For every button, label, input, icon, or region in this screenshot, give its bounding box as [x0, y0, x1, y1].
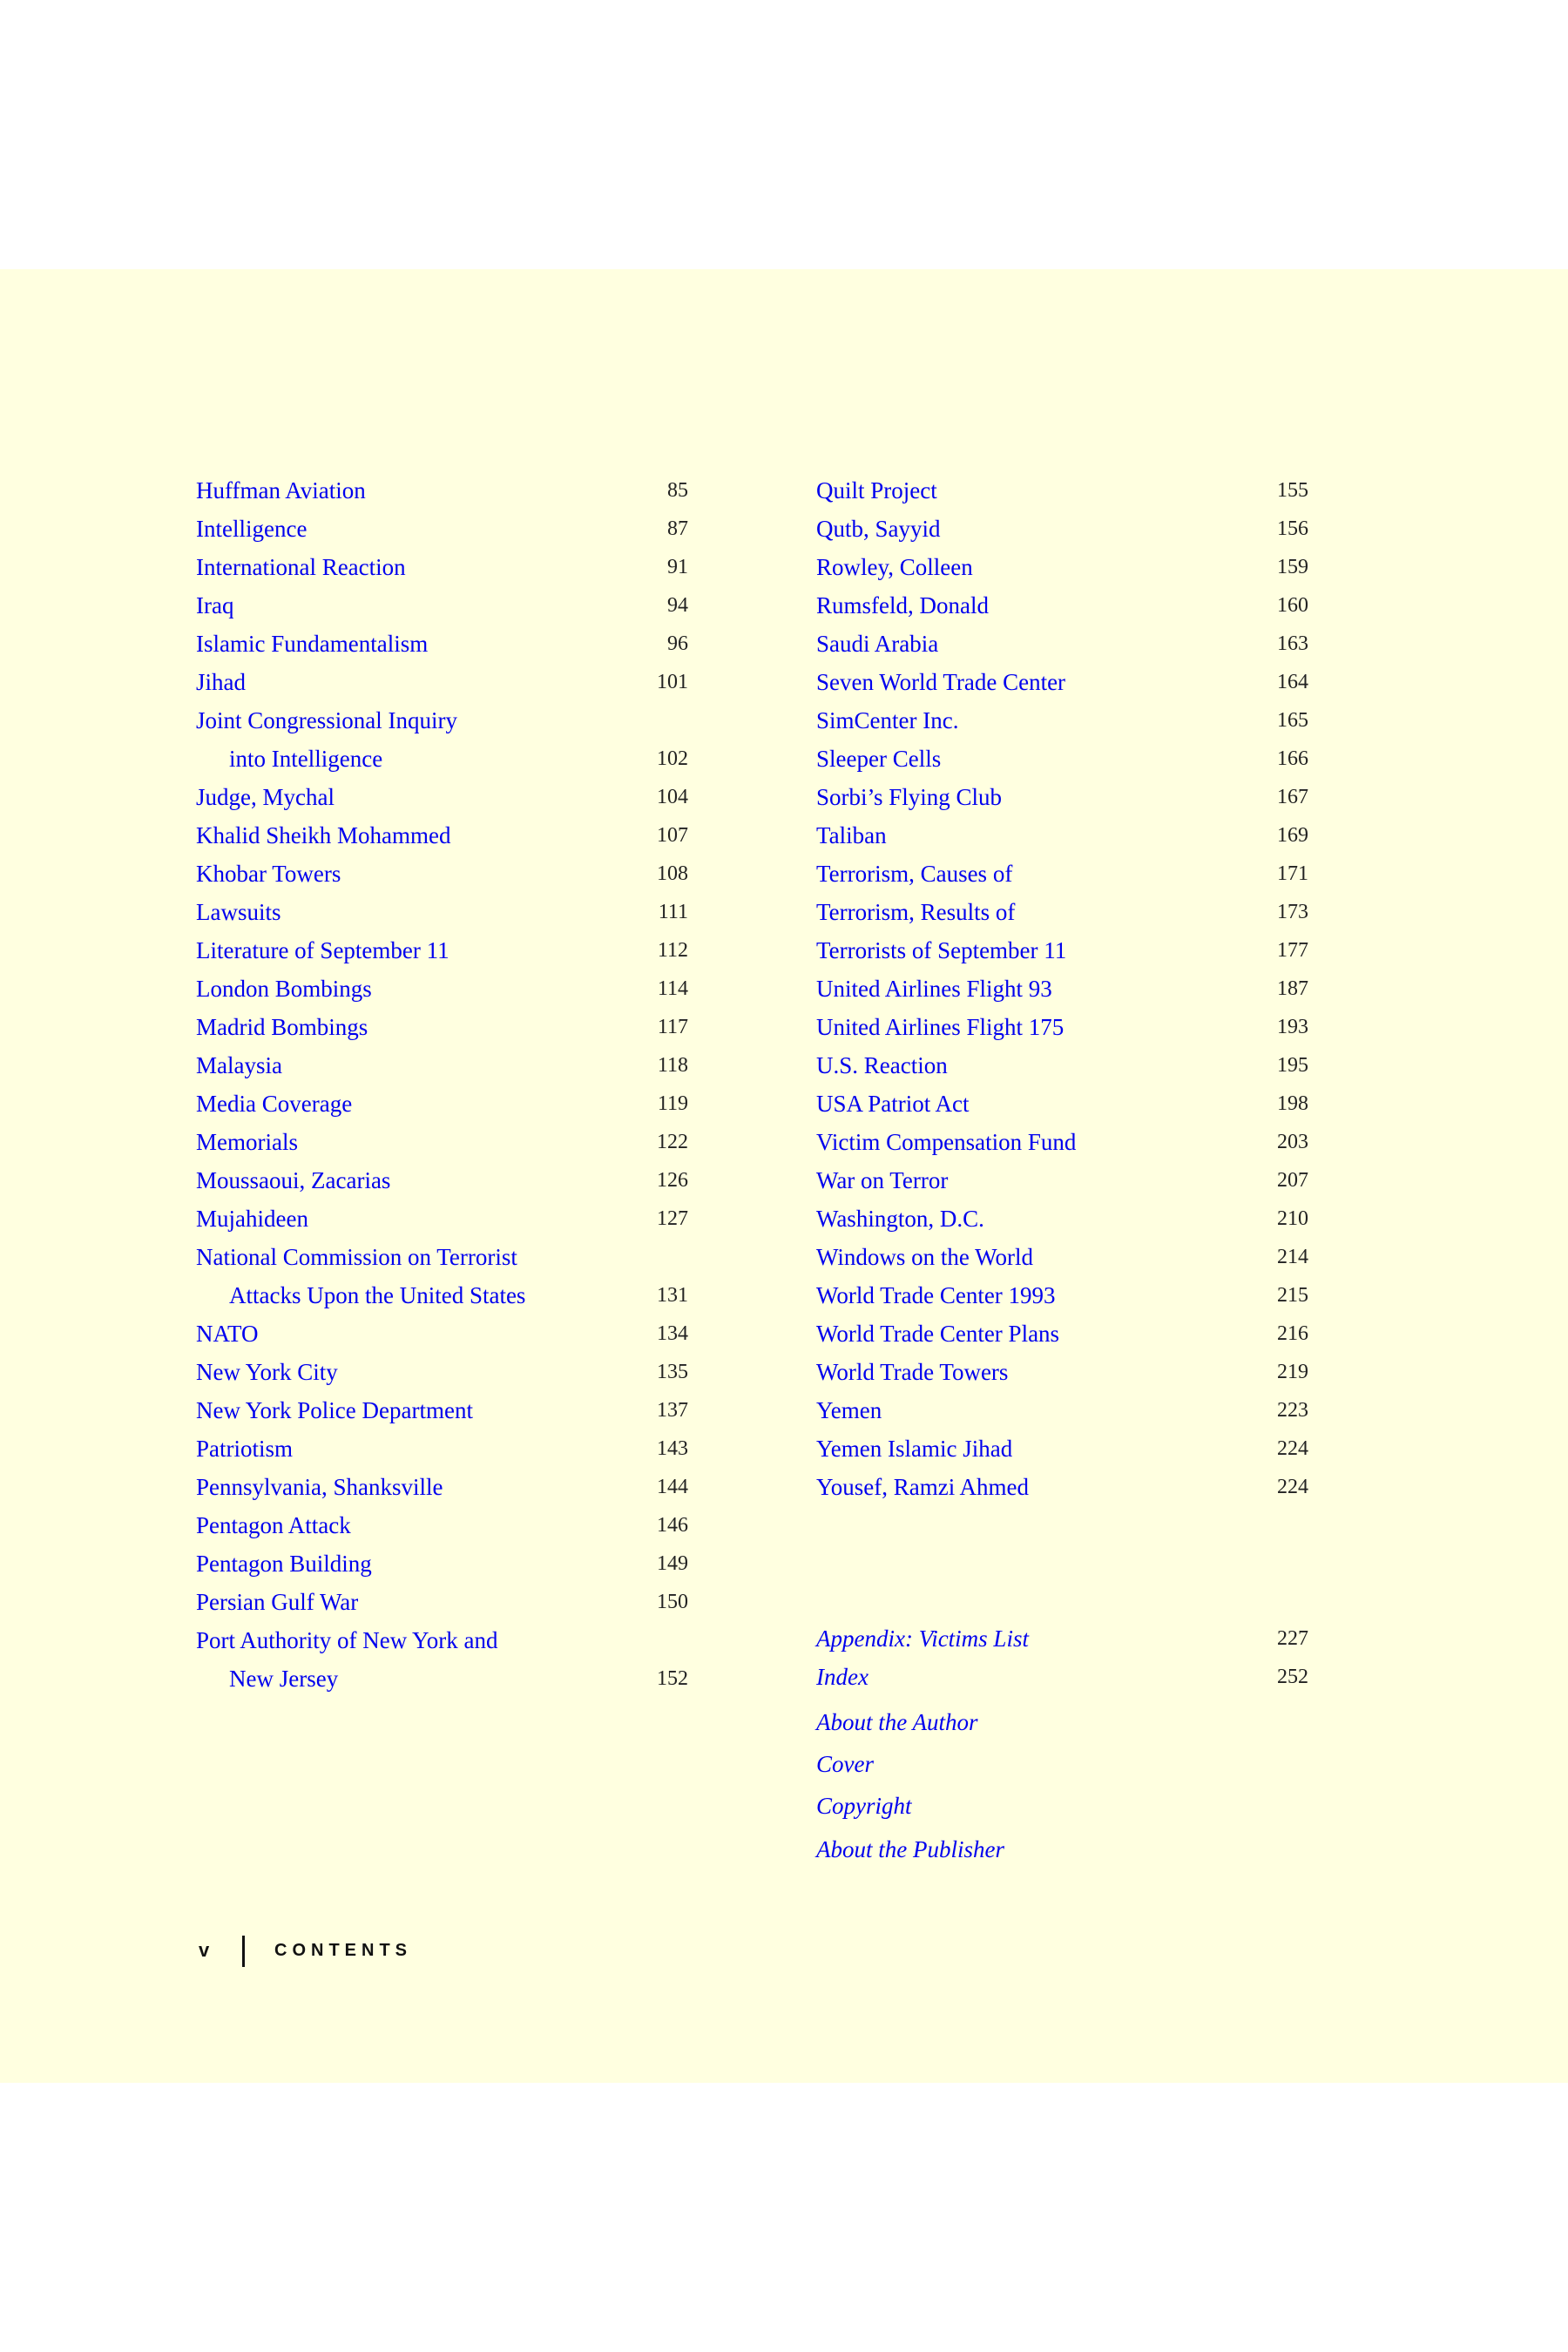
- toc-entry-page: 150: [657, 1591, 688, 1613]
- toc-entry-label: Rumsfeld, Donald: [816, 592, 989, 618]
- toc-entry[interactable]: [196, 1393, 688, 1428]
- toc-entry[interactable]: [196, 1278, 688, 1313]
- toc-entry-page: 159: [1277, 556, 1308, 578]
- toc-entry[interactable]: [816, 856, 1308, 891]
- toc-entry[interactable]: [196, 1201, 688, 1236]
- toc-entry-page: 215: [1277, 1284, 1308, 1307]
- toc-entry-label: Yousef, Ramzi Ahmed: [816, 1474, 1030, 1500]
- toc-entry-page: 144: [657, 1476, 688, 1498]
- toc-entry[interactable]: [196, 1546, 688, 1581]
- toc-entry-label: War on Terror: [816, 1167, 949, 1193]
- toc-entry[interactable]: [816, 780, 1308, 814]
- toc-backmatter-entry[interactable]: [816, 1621, 1308, 1656]
- toc-entry-label: Terrorism, Causes of: [816, 861, 1013, 887]
- toc-entry-page: 135: [657, 1361, 688, 1383]
- toc-entry-label: New Jersey: [229, 1666, 339, 1692]
- toc-entry-label: World Trade Center Plans: [816, 1321, 1060, 1347]
- toc-entry-label: Cover: [816, 1751, 874, 1777]
- toc-entry[interactable]: [196, 1431, 688, 1466]
- toc-entry-label: Windows on the World: [816, 1244, 1033, 1270]
- toc-entry[interactable]: [816, 1010, 1308, 1044]
- toc-entry-page: 177: [1277, 939, 1308, 962]
- toc-entry-page: 143: [657, 1437, 688, 1460]
- toc-entry-label: Terrorism, Results of: [816, 899, 1016, 925]
- toc-entry[interactable]: [816, 1278, 1308, 1313]
- toc-entry-page: 156: [1277, 517, 1308, 540]
- toc-entry-page: 207: [1277, 1169, 1308, 1192]
- toc-entry-page: 134: [657, 1322, 688, 1345]
- toc-backmatter-entry[interactable]: [816, 1747, 1308, 1781]
- toc-backmatter-entry[interactable]: [816, 1705, 1308, 1740]
- toc-entry-label: Sleeper Cells: [816, 746, 942, 772]
- toc-entry-page: 163: [1277, 632, 1308, 655]
- toc-entry[interactable]: [196, 741, 688, 776]
- toc-entry-label: Khalid Sheikh Mohammed: [196, 822, 451, 848]
- toc-entry[interactable]: [196, 626, 688, 661]
- toc-entry-label: Malaysia: [196, 1052, 282, 1078]
- toc-entry-page: 85: [667, 479, 688, 502]
- toc-entry-page: 111: [658, 901, 688, 923]
- toc-entry-label: Terrorists of September 11: [816, 937, 1067, 963]
- toc-entry-page: 102: [657, 747, 688, 770]
- toc-entry-label: Appendix: Victims List: [816, 1625, 1029, 1652]
- toc-entry-page: 252: [1277, 1666, 1308, 1688]
- toc-entry[interactable]: [196, 1661, 688, 1696]
- toc-entry-label: Victim Compensation Fund: [816, 1129, 1077, 1155]
- toc-entry-label: Madrid Bombings: [196, 1014, 368, 1040]
- toc-entry[interactable]: [196, 1508, 688, 1543]
- toc-entry[interactable]: [196, 971, 688, 1006]
- toc-entry-page: 219: [1277, 1361, 1308, 1383]
- toc-entry[interactable]: [816, 1201, 1308, 1236]
- toc-entry-label: United Airlines Flight 93: [816, 976, 1052, 1002]
- toc-entry[interactable]: [816, 626, 1308, 661]
- toc-entry-label: USA Patriot Act: [816, 1091, 970, 1117]
- toc-entry[interactable]: [816, 741, 1308, 776]
- toc-entry-label: Sorbi’s Flying Club: [816, 784, 1003, 810]
- toc-entry-label: Lawsuits: [196, 899, 281, 925]
- toc-entry[interactable]: [196, 1010, 688, 1044]
- toc-entry-label: Judge, Mychal: [196, 784, 335, 810]
- footer-divider: [242, 1936, 245, 1967]
- toc-entry[interactable]: [196, 1125, 688, 1159]
- toc-entry[interactable]: [816, 511, 1308, 546]
- toc-entry[interactable]: [816, 550, 1308, 585]
- toc-entry-page: 94: [667, 594, 688, 617]
- toc-entry-label: International Reaction: [196, 554, 406, 580]
- toc-entry-label: Mujahideen: [196, 1206, 308, 1232]
- toc-entry[interactable]: [196, 550, 688, 585]
- toc-entry-label: Qutb, Sayyid: [816, 516, 941, 542]
- toc-entry[interactable]: [816, 933, 1308, 968]
- toc-entry-page: 155: [1277, 479, 1308, 502]
- toc-entry-page: 171: [1277, 862, 1308, 885]
- toc-entry-page: 227: [1277, 1627, 1308, 1650]
- toc-entry-label: Huffman Aviation: [196, 477, 366, 504]
- toc-entry-label: U.S. Reaction: [816, 1052, 948, 1078]
- toc-entry-label: World Trade Towers: [816, 1359, 1009, 1385]
- toc-entry-label: Literature of September 11: [196, 937, 449, 963]
- toc-entry[interactable]: [196, 1316, 688, 1351]
- toc-entry-label: Iraq: [196, 592, 234, 618]
- toc-entry-label: Patriotism: [196, 1436, 294, 1462]
- toc-entry-label: Taliban: [816, 822, 887, 848]
- toc-entry-page: 216: [1277, 1322, 1308, 1345]
- toc-entry-page: 101: [657, 671, 688, 693]
- toc-entry-page: 122: [657, 1131, 688, 1153]
- toc-entry-page: 127: [657, 1207, 688, 1230]
- toc-entry[interactable]: [196, 1163, 688, 1198]
- toc-entry-page: 118: [657, 1054, 688, 1077]
- toc-entry-page: 214: [1277, 1246, 1308, 1268]
- toc-backmatter-entry[interactable]: [816, 1832, 1308, 1867]
- toc-entry[interactable]: [196, 895, 688, 929]
- toc-entry-page: 169: [1277, 824, 1308, 847]
- toc-backmatter-entry[interactable]: [816, 1788, 1308, 1823]
- toc-entry-page: 166: [1277, 747, 1308, 770]
- toc-entry-label: Pentagon Attack: [196, 1512, 351, 1538]
- toc-entry-label: SimCenter Inc.: [816, 707, 959, 733]
- toc-entry-label: Pennsylvania, Shanksville: [196, 1474, 443, 1500]
- toc-entry-page: 167: [1277, 786, 1308, 808]
- toc-entry-label: London Bombings: [196, 976, 372, 1002]
- toc-entry[interactable]: [816, 1431, 1308, 1466]
- toc-entry-page: 198: [1277, 1092, 1308, 1115]
- toc-entry-page: 114: [657, 977, 688, 1000]
- toc-entry-label: New York Police Department: [196, 1397, 473, 1423]
- toc-entry-label: United Airlines Flight 175: [816, 1014, 1064, 1040]
- toc-entry-page: 146: [657, 1514, 688, 1537]
- toc-entry-page: 224: [1277, 1437, 1308, 1460]
- toc-entry-page: 137: [657, 1399, 688, 1422]
- toc-entry-page: 104: [657, 786, 688, 808]
- toc-entry-label: Rowley, Colleen: [816, 554, 973, 580]
- toc-entry[interactable]: [196, 1355, 688, 1389]
- toc-entry[interactable]: [816, 1355, 1308, 1389]
- toc-entry[interactable]: [196, 1086, 688, 1121]
- toc-entry[interactable]: [196, 1585, 688, 1619]
- toc-entry-label: Islamic Fundamentalism: [196, 631, 429, 657]
- toc-entry[interactable]: [816, 818, 1308, 853]
- toc-entry-page: 195: [1277, 1054, 1308, 1077]
- toc-entry[interactable]: [196, 703, 688, 738]
- toc-entry-label: Copyright: [816, 1793, 912, 1819]
- toc-entry-page: 108: [657, 862, 688, 885]
- toc-entry-page: 96: [667, 632, 688, 655]
- toc-entry[interactable]: [816, 1086, 1308, 1121]
- toc-entry[interactable]: [816, 1470, 1308, 1504]
- toc-entry-label: Washington, D.C.: [816, 1206, 984, 1232]
- toc-entry-page: 107: [657, 824, 688, 847]
- toc-entry-label: Attacks Upon the United States: [229, 1282, 526, 1308]
- toc-entry-label: Moussaoui, Zacarias: [196, 1167, 391, 1193]
- toc-entry-page: 224: [1277, 1476, 1308, 1498]
- toc-entry[interactable]: [196, 933, 688, 968]
- toc-entry-label: World Trade Center 1993: [816, 1282, 1056, 1308]
- toc-entry-page: 160: [1277, 594, 1308, 617]
- footer-page-number: v: [199, 1939, 210, 1961]
- toc-entry-label: About the Author: [816, 1709, 978, 1735]
- toc-entry[interactable]: [816, 1125, 1308, 1159]
- toc-entry[interactable]: [196, 856, 688, 891]
- toc-backmatter-entry[interactable]: [816, 1659, 1308, 1694]
- toc-entry-page: 203: [1277, 1131, 1308, 1153]
- toc-entry[interactable]: [816, 665, 1308, 700]
- toc-entry[interactable]: [196, 665, 688, 700]
- footer-section-title: CONTENTS: [274, 1941, 412, 1960]
- toc-entry-page: 149: [657, 1552, 688, 1575]
- toc-entry-page: 126: [657, 1169, 688, 1192]
- toc-entry-page: 91: [667, 556, 688, 578]
- toc-entry-label: Saudi Arabia: [816, 631, 939, 657]
- toc-entry[interactable]: [196, 1048, 688, 1083]
- toc-entry-label: into Intelligence: [229, 746, 383, 772]
- toc-entry-page: 164: [1277, 671, 1308, 693]
- toc-entry[interactable]: [816, 1316, 1308, 1351]
- toc-entry-label: Yemen Islamic Jihad: [816, 1436, 1013, 1462]
- toc-entry-page: 187: [1277, 977, 1308, 1000]
- toc-entry-page: 112: [657, 939, 688, 962]
- toc-entry-page: 117: [657, 1016, 688, 1038]
- toc-entry[interactable]: [816, 473, 1308, 508]
- toc-entry[interactable]: [816, 588, 1308, 623]
- toc-entry[interactable]: [196, 1470, 688, 1504]
- toc-entry[interactable]: [196, 511, 688, 546]
- toc-entry[interactable]: [816, 703, 1308, 738]
- toc-entry[interactable]: [196, 473, 688, 508]
- toc-entry-label: Pentagon Building: [196, 1551, 372, 1577]
- toc-entry-page: 152: [657, 1667, 688, 1690]
- toc-entry[interactable]: [816, 971, 1308, 1006]
- toc-entry[interactable]: [196, 588, 688, 623]
- toc-entry-label: New York City: [196, 1359, 338, 1385]
- toc-entry-label: Joint Congressional Inquiry: [196, 707, 457, 733]
- toc-entry-label: About the Publisher: [816, 1836, 1004, 1862]
- toc-entry-page: 87: [667, 517, 688, 540]
- toc-entry-label: Persian Gulf War: [196, 1589, 359, 1615]
- toc-entry-label: NATO: [196, 1321, 259, 1347]
- toc-entry[interactable]: [196, 1623, 688, 1658]
- toc-entry[interactable]: [816, 1163, 1308, 1198]
- toc-entry-label: Khobar Towers: [196, 861, 341, 887]
- toc-entry-page: 131: [657, 1284, 688, 1307]
- toc-entry[interactable]: [196, 780, 688, 814]
- toc-entry[interactable]: [196, 1240, 688, 1274]
- toc-entry[interactable]: [196, 818, 688, 853]
- toc-entry-label: Jihad: [196, 669, 246, 695]
- toc-entry-page: 223: [1277, 1399, 1308, 1422]
- toc-entry-page: 119: [657, 1092, 688, 1115]
- toc-entry-page: 193: [1277, 1016, 1308, 1038]
- toc-entry-label: Index: [816, 1664, 868, 1690]
- toc-entry[interactable]: [816, 1393, 1308, 1428]
- toc-entry[interactable]: [816, 895, 1308, 929]
- toc-entry-label: Quilt Project: [816, 477, 937, 504]
- toc-entry-page: 210: [1277, 1207, 1308, 1230]
- toc-entry[interactable]: [816, 1240, 1308, 1274]
- toc-entry-label: Intelligence: [196, 516, 308, 542]
- toc-entry-page: 165: [1277, 709, 1308, 732]
- toc-entry-label: Memorials: [196, 1129, 298, 1155]
- toc-entry-label: Seven World Trade Center: [816, 669, 1066, 695]
- toc-entry-label: Port Authority of New York and: [196, 1627, 498, 1653]
- toc-entry-page: 173: [1277, 901, 1308, 923]
- toc-entry-label: Media Coverage: [196, 1091, 353, 1117]
- toc-entry-label: Yemen: [816, 1397, 882, 1423]
- toc-entry[interactable]: [816, 1048, 1308, 1083]
- toc-entry-label: National Commission on Terrorist: [196, 1244, 517, 1270]
